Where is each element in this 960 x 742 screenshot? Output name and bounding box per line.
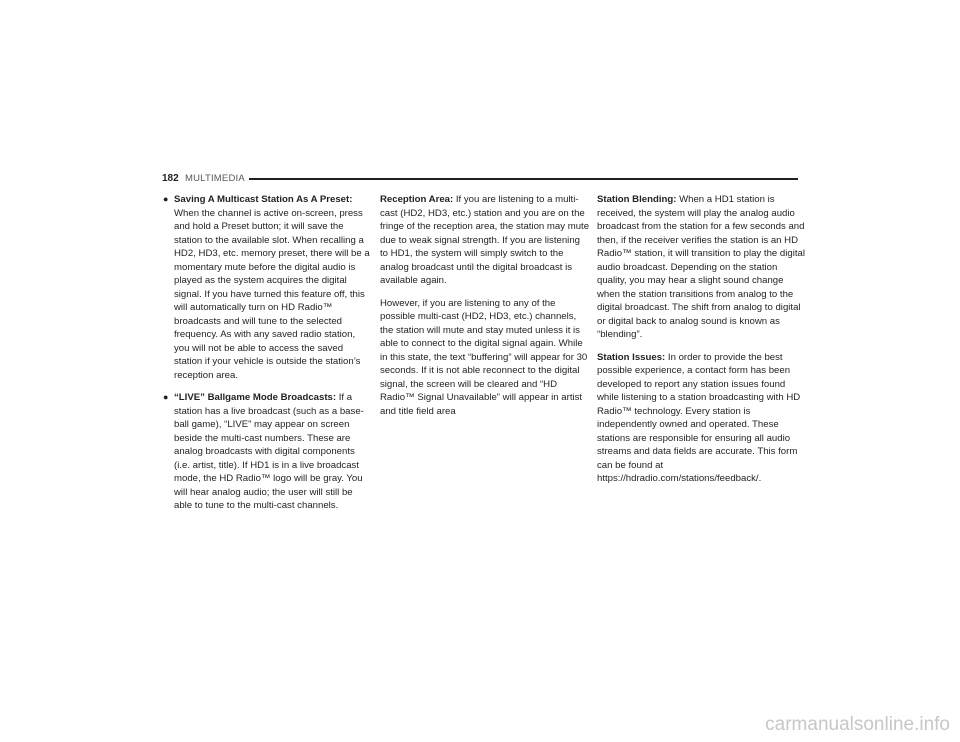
column-3 [597,193,807,495]
bullet-icon: ● [163,194,169,204]
page-header [162,172,798,188]
station-issues-paragraph [597,351,807,486]
section-title: MULTIMEDIA [185,173,245,184]
bullet-multicast-preset [163,193,373,382]
bullet-icon: ● [163,392,169,402]
reception-area-paragraph [380,193,590,288]
column-1 [163,193,373,522]
station-blending-term: Station Blending: [597,194,677,205]
however-paragraph: However, if you are listening to any of the possible multi-cast (HD2, HD3, etc.) channels, the station will mute and stay muted unless it is able to connect to the digital signal again. While in this state, the text “buffering” will appear for 30 seconds. If it is not able reconnect to the digital signal, the screen will be cleared and “HD Radio™ Signal Unavailable” will appear in artist and title field area [380,297,588,417]
page-number: 182 [162,173,179,184]
bullet-term: Saving A Multicast Station As A Preset: [174,194,353,205]
reception-area-text: If you are listening to a multi-cast (HD2, HD3, etc.) station and you are on the fringe of the reception area, the station may mute due to weak signal strength. If you are listening to HD1, the system will simply switch to the analog broadcast until the digital broadcast is available again. [380,194,590,286]
station-issues-text: In order to provide the best possible experience, a contact form has been developed to report any station issues found while listening to a station broadcasting with HD Radio™ technology. Every station is independently owned and operated. These stations are responsible for ensuring all audio streams and data fields are accurate. This form can be found at https://hdradio.com/stations/feedback/. [597,351,801,484]
station-blending-paragraph [597,193,807,342]
bullet-term: “LIVE” Ballgame Mode Broadcasts: [174,392,337,403]
bullet-live-ballgame [163,391,373,513]
station-issues-term: Station Issues: [597,351,666,363]
bullet-text: When the channel is active on-screen, press and hold a Preset button; it will save the station to the available slot. When recalling a HD2, HD3, etc. memory preset, there will be a momentary mute before the digital audio is played as the system acquires the digital signal. If you have turned this feature off, this will automatically turn on HD Radio™ broadcasts and will tune to the selected frequency. As with any saved radio station, you will not be able to access the saved station if your vehicle is outside the station’s reception area. [174,207,370,381]
bullet-text: If a station has a live broadcast (such as a base-ball game), “LIVE” may appear on screen beside the multi-cast numbers. These are analog broadcasts with digital components (i.e. artist, title). If HD1 is in a live broadcast mode, the HD Radio™ logo will be gray. You will hear analog audio; the user will still be able to tune to the multi-cast channels. [174,392,364,511]
reception-area-term: Reception Area: [380,194,454,205]
station-blending-text: When a HD1 station is received, the system will play the analog audio broadcast from the station for a few seconds and then, if the receiver verifies the station is an HD Radio™ station, it will transition to play the digital audio broadcast. Depending on the station quality, you may hear a slight sound change when the station transitions from analog to the digital broadcast. The shift from analog to digital or digital back to analog sound is known as “blending”. [597,194,805,340]
column-2 [380,193,590,427]
header-rule [249,178,798,180]
watermark-text: carmanualsonline.info [765,714,950,735]
